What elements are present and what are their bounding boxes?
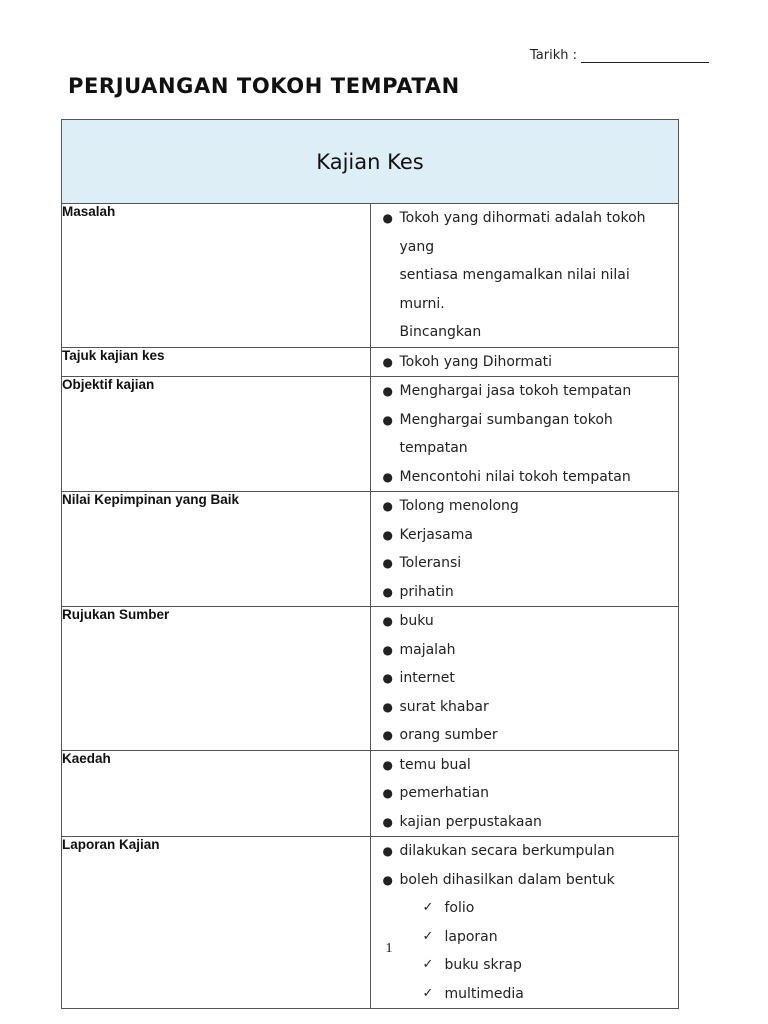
- bullet-icon: ●: [382, 384, 393, 398]
- list-item: ● surat khabar: [371, 693, 679, 722]
- list-item: ● Tokoh yang Dihormati: [371, 348, 679, 377]
- checkmark-icon: ✓: [422, 957, 434, 972]
- checkmark-icon: ✓: [422, 985, 434, 1001]
- list-item-continuation: sentiasa mengamalkan nilai nilai murni.: [399, 267, 630, 312]
- check-list-item: ✓ buku skrap: [371, 951, 679, 980]
- date-blank-line[interactable]: [581, 49, 709, 63]
- bullet-icon: ●: [382, 671, 393, 685]
- list-item: ● internet: [371, 664, 679, 693]
- bullet-icon: ●: [382, 844, 393, 858]
- list-item: ● Mencontohi nilai tokoh tempatan: [371, 463, 679, 492]
- checkmark-icon: ✓: [422, 928, 434, 944]
- list-item: ● Menghargai sumbangan tokoh tempatan: [371, 406, 679, 463]
- bullet-icon: ●: [382, 728, 393, 742]
- row-label: Tajuk kajian kes: [62, 347, 371, 377]
- page-title: PERJUANGAN TOKOH TEMPATAN: [68, 74, 460, 98]
- check-list-item: ✓ multimedia: [371, 980, 679, 1009]
- list-item: ● dilakukan secara berkumpulan: [371, 837, 679, 866]
- list-item: ● temu bual: [371, 751, 679, 780]
- bullet-icon: ●: [382, 211, 393, 225]
- row-label: Objektif kajian: [62, 377, 371, 492]
- bullet-icon: ●: [382, 354, 393, 369]
- table-row: [62, 204, 679, 348]
- table-header-row: [62, 120, 679, 204]
- bullet-icon: ●: [382, 614, 393, 628]
- list-item: ● Tokoh yang dihormati adalah tokoh yang: [371, 204, 679, 261]
- table-row: [62, 607, 679, 751]
- list-item: ● orang sumber: [371, 721, 679, 750]
- row-content: [370, 607, 679, 751]
- row-content: [370, 837, 679, 1009]
- list-item: ● kajian perpustakaan: [371, 808, 679, 837]
- list-item: ● boleh dihasilkan dalam bentuk: [371, 866, 679, 895]
- bullet-icon: ●: [382, 642, 393, 657]
- table-header: Kajian Kes: [62, 120, 679, 204]
- row-content: [370, 377, 679, 492]
- check-list-item: ✓ laporan: [371, 923, 679, 952]
- bullet-icon: ●: [382, 412, 393, 427]
- date-label: Tarikh :: [530, 48, 577, 63]
- bullet-icon: ●: [382, 527, 393, 542]
- bullet-icon: ●: [382, 786, 393, 800]
- row-content: [370, 204, 679, 348]
- list-item: ● Menghargai jasa tokoh tempatan: [371, 377, 679, 406]
- row-content: [370, 750, 679, 837]
- row-label: Laporan Kajian: [62, 837, 371, 1009]
- case-study-table: [61, 119, 679, 1009]
- table-row: [62, 750, 679, 837]
- row-label: Rujukan Sumber: [62, 607, 371, 751]
- list-item: ● majalah: [371, 636, 679, 665]
- list-item: ● Toleransi: [371, 549, 679, 578]
- checkmark-icon: ✓: [422, 900, 434, 915]
- bullet-icon: ●: [382, 872, 393, 887]
- bullet-icon: ●: [382, 699, 393, 714]
- table-row: [62, 377, 679, 492]
- list-item-continuation: Bincangkan: [399, 324, 482, 340]
- table-row: [62, 347, 679, 377]
- bullet-icon: ●: [382, 469, 393, 484]
- page-number: 1: [385, 941, 393, 956]
- list-item: ● prihatin: [371, 578, 679, 607]
- row-label: Nilai Kepimpinan yang Baik: [62, 492, 371, 607]
- row-content: [370, 492, 679, 607]
- list-item: ● Kerjasama: [371, 521, 679, 550]
- row-content: [370, 347, 679, 377]
- bullet-icon: ●: [382, 757, 393, 772]
- table-row: [62, 837, 679, 1009]
- check-list-item: ✓ folio: [371, 894, 679, 923]
- bullet-icon: ●: [382, 499, 393, 513]
- date-field: [530, 48, 709, 63]
- list-item: ● buku: [371, 607, 679, 636]
- list-item: ● pemerhatian: [371, 779, 679, 808]
- table-row: [62, 492, 679, 607]
- bullet-icon: ●: [382, 584, 393, 599]
- bullet-icon: ●: [382, 556, 393, 570]
- bullet-icon: ●: [382, 814, 393, 829]
- list-item: ● Tolong menolong: [371, 492, 679, 521]
- row-label: Kaedah: [62, 750, 371, 837]
- row-label: Masalah: [62, 204, 371, 348]
